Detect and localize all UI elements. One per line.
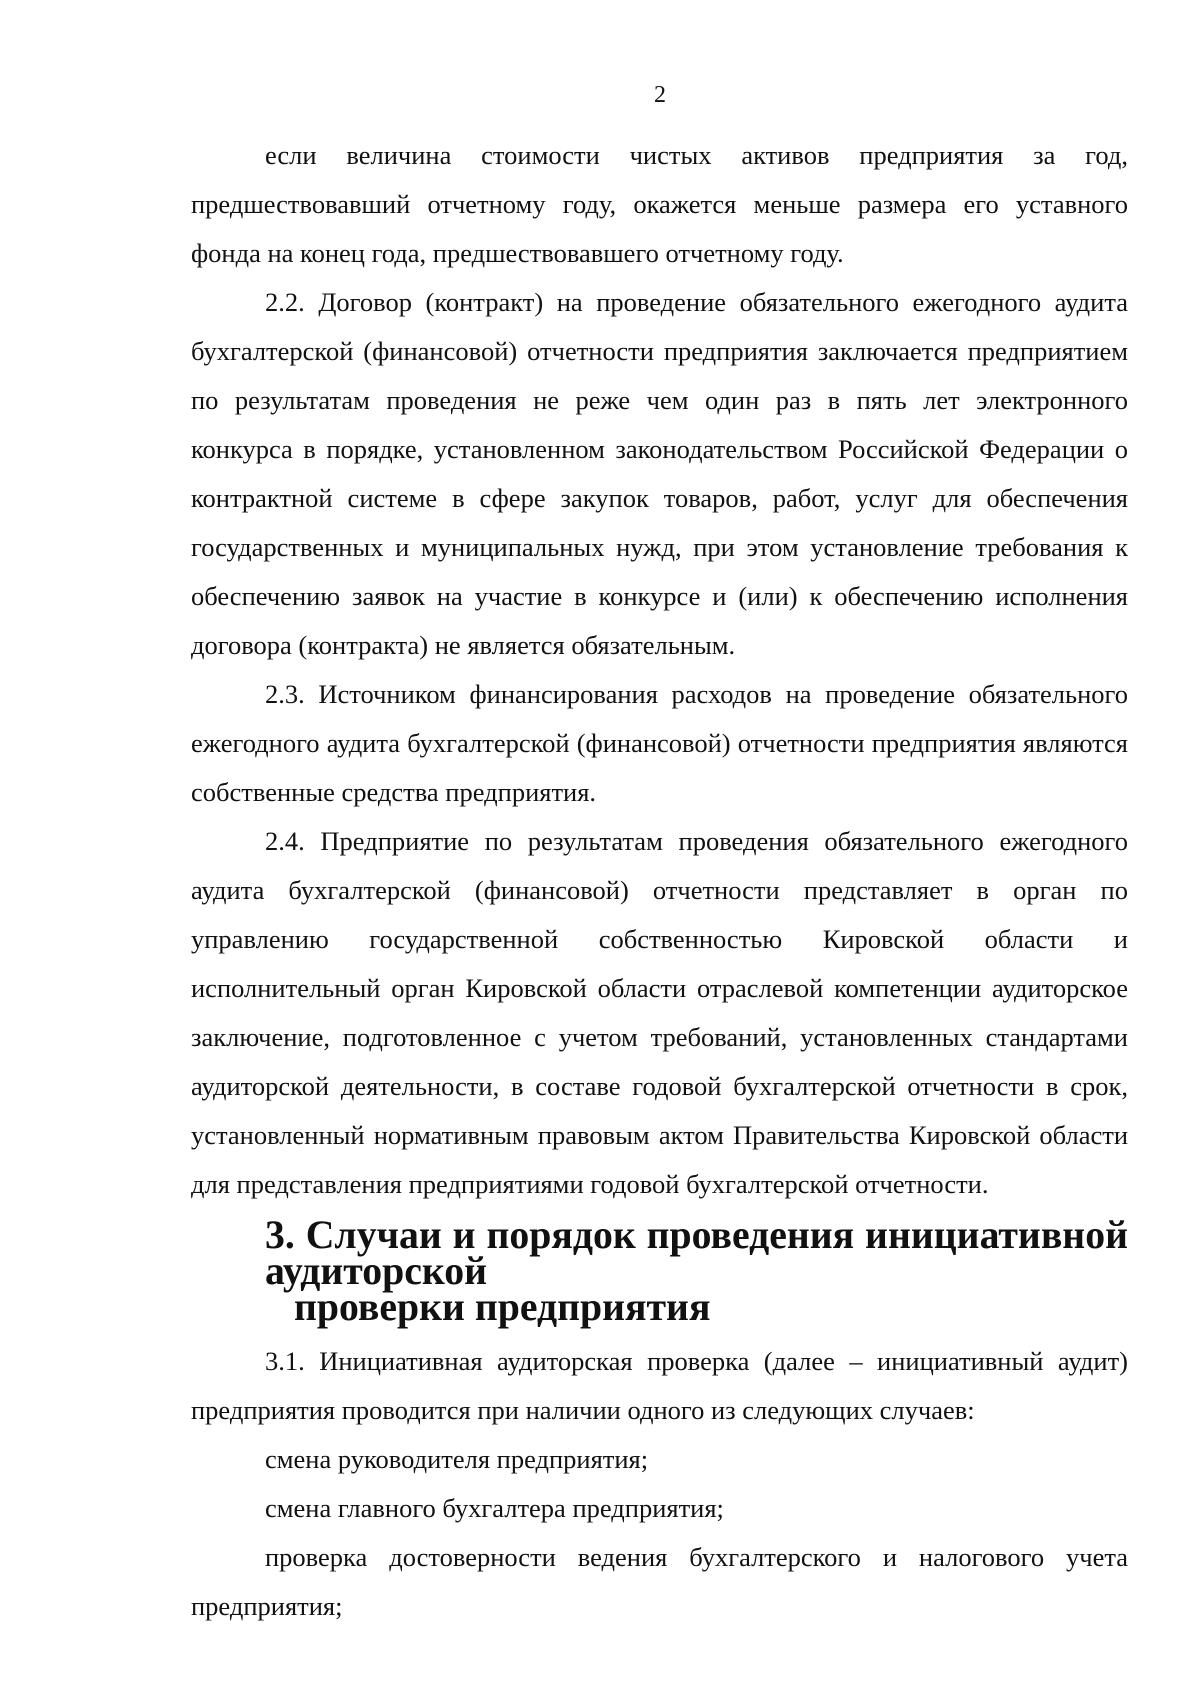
section-3-heading-line1: 3. Случаи и порядок проведения инициативной аудиторской bbox=[265, 1213, 1128, 1293]
paragraph-continuation: если величина стоимости чистых активов предприятия за год, предшествовавший отчетному году, окажется меньше размера его уставного фонда на конец года, предшествовавшего отчетному году. bbox=[191, 140, 1128, 268]
page-number: 2 bbox=[654, 82, 666, 108]
paragraph-3-1: 3.1. Инициативная аудиторская проверка (далее – инициативный аудит) предприятия проводится при наличии одного из следующих случаев: bbox=[191, 1346, 1128, 1425]
paragraph-2-4: 2.4. Предприятие по результатам проведения обязательного ежегодного аудита бухгалтерской (финансовой) отчетности представляет в орган по управлению государственной собственностью Кировской области и исполнительный орган Кировской области отраслевой компетенции аудиторское заключение, подготовленное с учетом требований, установленных стандартами аудиторской деятельности, в составе годовой бухгалтерской отчетности в срок, установленный нормативным правовым актом Правительства Кировской области для представления предприятиями годовой бухгалтерской отчетности. bbox=[191, 826, 1128, 1199]
paragraph-2-2: 2.2. Договор (контракт) на проведение обязательного ежегодного аудита бухгалтерской (финансовой) отчетности предприятия заключается предприятием по результатам проведения не реже чем один раз в пять лет электронного конкурса в порядке, установленном законодательством Российской Федерации о контрактной системе в сфере закупок товаров, работ, услуг для обеспечения государственных и муниципальных нужд, при этом установление требования к обеспечению заявок на участие в конкурсе и (или) к обеспечению исполнения договора (контракта) не является обязательным. bbox=[191, 287, 1128, 660]
list-item-case-2: смена главного бухгалтера предприятия; bbox=[265, 1493, 724, 1523]
section-3-heading bbox=[191, 1209, 1128, 1337]
paragraph-2-3: 2.3. Источником финансирования расходов на проведение обязательного ежегодного аудита бухгалтерской (финансовой) отчетности предприятия являются собственные средства предприятия. bbox=[191, 679, 1128, 807]
section-3-heading-line2: проверки предприятия bbox=[294, 1285, 711, 1329]
document-body bbox=[191, 131, 1128, 1631]
list-item-case-1: смена руководителя предприятия; bbox=[265, 1444, 649, 1474]
list-item-case-3: проверка достоверности ведения бухгалтерского и налогового учета предприятия; bbox=[191, 1542, 1128, 1621]
